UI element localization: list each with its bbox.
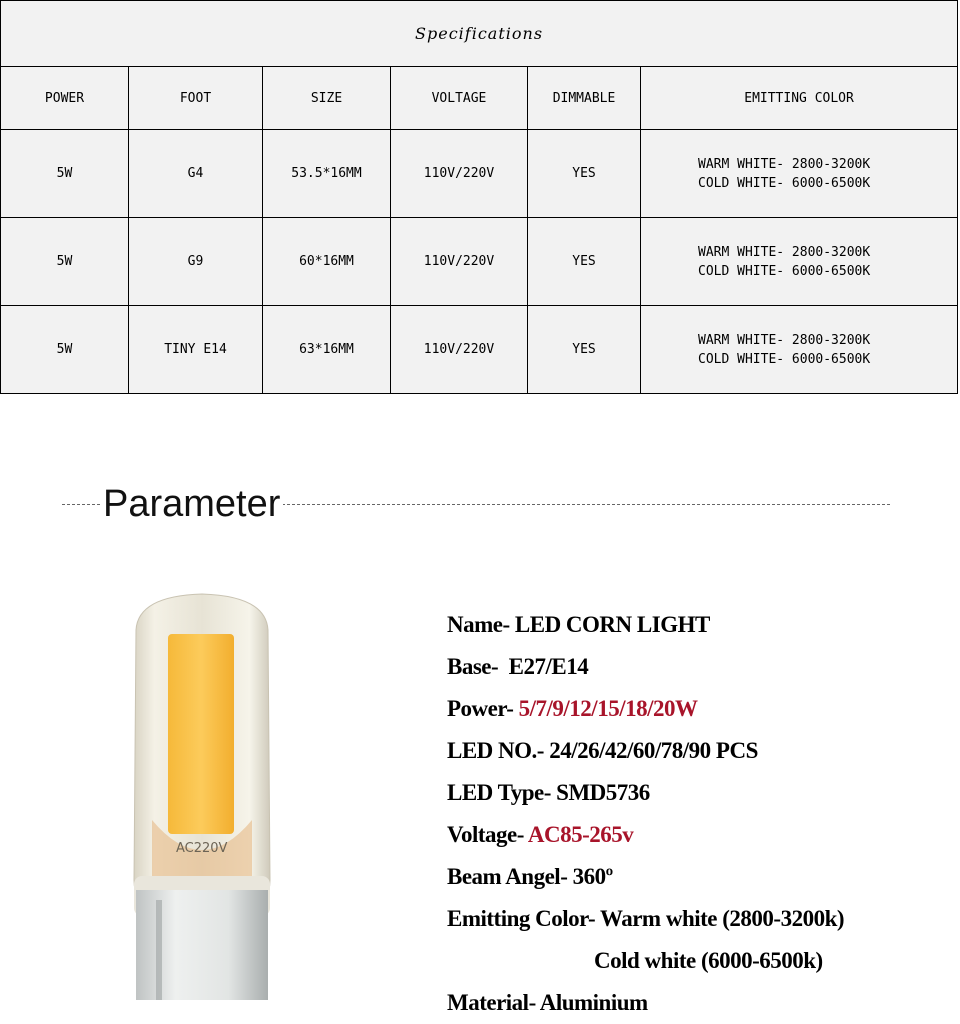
cell-dimmable: YES [528,130,641,218]
table-row [1,218,958,306]
parameter-list [447,604,957,1024]
param-voltage [447,814,957,856]
specifications-table [0,0,958,394]
cold-white-range: COLD WHITE- 6000-6500K [698,175,871,191]
param-label: Beam Angel- [447,864,568,889]
header-foot: FOOT [129,67,263,130]
param-led-type [447,772,957,814]
param-value: Cold white (6000-6500k) [594,948,823,973]
header-power: POWER [1,67,129,130]
param-value: LED CORN LIGHT [509,612,710,637]
param-value: 5/7/9/12/15/18/20W [513,696,698,721]
led-bulb-image [112,590,292,1000]
header-dimmable: DIMMABLE [528,67,641,130]
warm-white-range: WARM WHITE- 2800-3200K [698,156,871,172]
parameter-heading: Parameter [100,480,283,528]
table-row [1,306,958,394]
cell-emitting-color [641,306,958,394]
param-base [447,646,957,688]
param-value: Aluminium [535,990,648,1015]
param-label: Emitting Color- [447,906,596,931]
cell-voltage: 110V/220V [391,130,528,218]
param-label: Voltage- [447,822,524,847]
cell-emitting-color [641,218,958,306]
header-voltage: VOLTAGE [391,67,528,130]
param-value: E27/E14 [498,654,589,679]
param-label: Base- [447,654,499,679]
cell-size: 63*16MM [263,306,391,394]
table-row [1,130,958,218]
cell-size: 60*16MM [263,218,391,306]
cell-dimmable: YES [528,306,641,394]
param-label: LED NO.- [447,738,544,763]
cell-foot: G4 [129,130,263,218]
cell-dimmable: YES [528,218,641,306]
param-emitting-color [447,898,957,940]
warm-white-range: WARM WHITE- 2800-3200K [698,244,871,260]
param-power [447,688,957,730]
cold-white-range: COLD WHITE- 6000-6500K [698,351,871,367]
param-beam-angle [447,856,957,898]
cell-foot: TINY E14 [129,306,263,394]
cell-power: 5W [1,130,129,218]
param-name [447,604,957,646]
param-led-no [447,730,957,772]
param-value: AC85-265v [523,822,634,847]
param-label: Material- [447,990,536,1015]
table-header-row [1,67,958,130]
bulb-print-text: AC220V [176,841,228,856]
param-value: 360º [567,864,613,889]
param-value: 24/26/42/60/78/90 PCS [543,738,758,763]
cell-size: 53.5*16MM [263,130,391,218]
cell-foot: G9 [129,218,263,306]
cell-voltage: 110V/220V [391,218,528,306]
cell-voltage: 110V/220V [391,306,528,394]
param-label: Power- [447,696,514,721]
header-emitting-color: EMITTING COLOR [641,67,958,130]
cold-white-range: COLD WHITE- 6000-6500K [698,263,871,279]
cell-power: 5W [1,218,129,306]
param-material [447,982,957,1024]
warm-white-range: WARM WHITE- 2800-3200K [698,332,871,348]
param-label: LED Type- [447,780,551,805]
header-size: SIZE [263,67,391,130]
table-title: Specifications [1,1,958,67]
cell-power: 5W [1,306,129,394]
param-label: Name- [447,612,510,637]
param-emitting-color-cold [447,940,957,982]
cell-emitting-color [641,130,958,218]
param-value: Warm white (2800-3200k) [595,906,845,931]
param-value: SMD5736 [550,780,650,805]
